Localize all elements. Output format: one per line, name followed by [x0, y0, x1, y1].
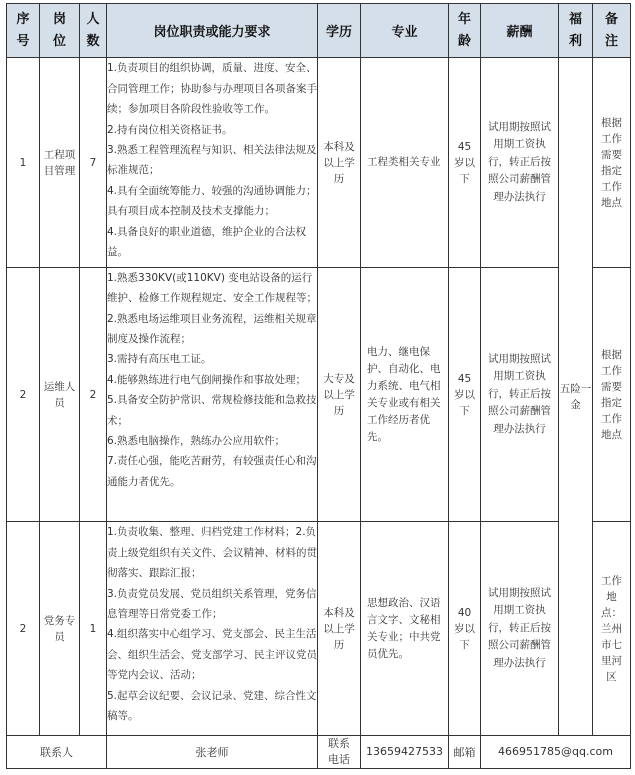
- header-count: 人数: [80, 4, 107, 58]
- duty-line: 6.熟悉电脑操作，熟练办公应用软件；: [107, 434, 286, 447]
- duty-line: 5.起草会议纪要、会议记录、党建、综合性文稿等。: [107, 689, 317, 723]
- email-address: 466951785@qq.com: [481, 735, 631, 768]
- row-major: 工程类相关专业: [361, 58, 449, 267]
- contact-name: 张老师: [107, 735, 318, 768]
- table-row: [7, 522, 631, 735]
- header-seq: 序号: [7, 4, 40, 58]
- phone-label: 联系电话: [318, 735, 361, 768]
- duty-line: 1.负责项目的组织协调，质量、进度、安全、合同管理工作；协助参与办理项目各项备案手续；参加项目各阶段性验收等工作。: [107, 62, 317, 116]
- row-notes: 根据工作需要指定工作地点: [593, 58, 631, 267]
- row-position: 工程项目管理: [40, 58, 80, 267]
- row-seq: 2: [7, 522, 40, 735]
- duty-line: 3.熟悉工程管理流程与知识、相关法律法规及标准规范；: [107, 143, 317, 177]
- row-education: 本科及以上学历: [318, 58, 361, 267]
- duty-line: 7.责任心强，能吃苦耐劳，有较强责任心和沟通能力者优先。: [107, 455, 317, 488]
- row-age: 45岁以下: [449, 267, 481, 522]
- row-seq: 2: [7, 267, 40, 522]
- row-major: 电力、继电保护、自动化、电力系统、电气相关专业或有相关工作经历者优先。: [361, 267, 449, 522]
- row-duties: [107, 267, 318, 522]
- duty-line: 4.具有全面统筹能力、较强的沟通协调能力；具有项目成本控制及技术支撑能力；: [107, 184, 317, 218]
- header-duties: 岗位职责或能力要求: [107, 4, 318, 58]
- row-notes: 工作地点：兰州市七里河区: [593, 522, 631, 735]
- row-count: 7: [80, 58, 107, 267]
- job-table: [6, 3, 631, 769]
- row-education: 大专及以上学历: [318, 267, 361, 522]
- row-position: 运维人员: [40, 267, 80, 522]
- row-salary: 试用期按照试用期工资执行，转正后按照公司薪酬管理办法执行: [481, 267, 559, 522]
- table-row: [7, 58, 631, 267]
- duty-line: 5.具备安全防护常识、常规检修技能和急救技术；: [107, 394, 317, 427]
- row-notes: 根据工作需要指定工作地点: [593, 267, 631, 522]
- row-salary: 试用期按照试用期工资执行，转正后按照公司薪酬管理办法执行: [481, 58, 559, 267]
- header-position: 岗位: [40, 4, 80, 58]
- header-row: [7, 4, 631, 58]
- duty-line: 4.具备良好的职业道德，维护企业的合法权益。: [107, 225, 307, 258]
- row-age: 40岁以下: [449, 522, 481, 735]
- header-major: 专业: [361, 4, 449, 58]
- duty-line: 1.熟悉330KV(或110KV) 变电站设备的运行维护、检修工作规程规定、安全工作规程等；: [107, 271, 317, 305]
- contact-label: 联系人: [7, 735, 107, 768]
- row-seq: 1: [7, 58, 40, 267]
- row-major: 思想政治、汉语言文字、文秘相关专业；中共党员优先。: [361, 522, 449, 735]
- header-salary: 薪酬: [481, 4, 559, 58]
- duty-line: 4.组织落实中心组学习、党支部会、民主生活会、组织生活会、党支部学习、民主评议党员等党内会议、活动；: [107, 628, 317, 682]
- row-salary: 试用期按照试用期工资执行，转正后按照公司薪酬管理办法执行: [481, 522, 559, 735]
- email-label: 邮箱: [449, 735, 481, 768]
- row-count: 1: [80, 522, 107, 735]
- duty-line: 1.负责收集、整理、归档党建工作材料；2.负责上级党组织有关文件、会议精神、材料的贯彻落实、跟踪汇报；: [107, 526, 317, 580]
- row-count: 2: [80, 267, 107, 522]
- welfare-cell: 五险一金: [559, 58, 593, 735]
- header-welfare: 福利: [559, 4, 593, 58]
- phone-number: 13659427533: [361, 735, 449, 768]
- duty-line: 2.持有岗位相关资格证书。: [107, 123, 233, 136]
- table-row: [7, 267, 631, 522]
- duty-line: 4.能够熟练进行电气倒闸操作和事故处理；: [107, 373, 307, 386]
- duty-line: 3.需持有高压电工证。: [107, 353, 212, 366]
- duty-line: 3.负责党员发展、党员组织关系管理，党务信息管理等日常党委工作；: [107, 587, 317, 620]
- duty-line: 2.熟悉电场运维项目业务流程，运维相关规章制度及操作流程；: [107, 312, 317, 345]
- header-education: 学历: [318, 4, 361, 58]
- row-age: 45岁以下: [449, 58, 481, 267]
- contact-row: [7, 735, 631, 768]
- header-age: 年龄: [449, 4, 481, 58]
- row-duties: [107, 58, 318, 267]
- header-notes: 备注: [593, 4, 631, 58]
- row-position: 党务专员: [40, 522, 80, 735]
- row-duties: [107, 522, 318, 735]
- row-education: 本科及以上学历: [318, 522, 361, 735]
